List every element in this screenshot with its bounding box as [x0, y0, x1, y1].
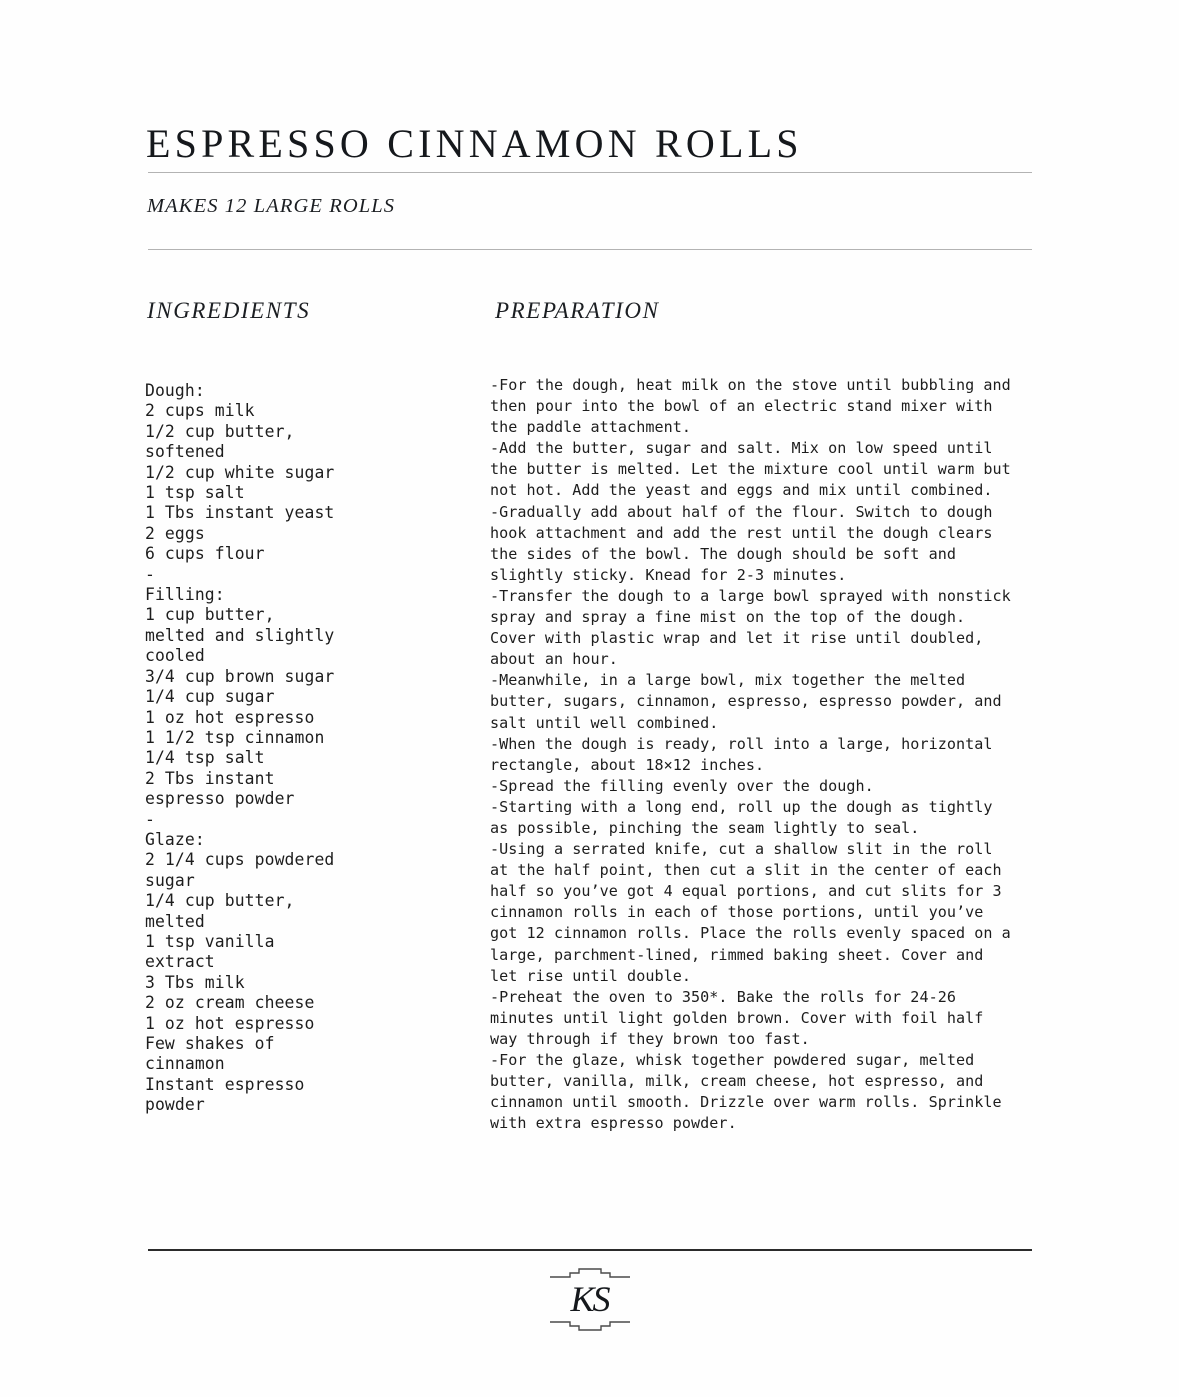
- preparation-step: -Gradually add about half of the flour. Switch to dough hook attachment and add the rest until the dough clears the sides of the bowl. The dough should be soft and slightly sticky. Knead for 2-3 minutes.: [490, 502, 1002, 584]
- ingredient-line: espresso powder: [145, 789, 295, 809]
- preparation-step: -Spread the filling evenly over the dough.: [490, 776, 874, 795]
- ingredient-line: 1 1/2 tsp cinnamon: [145, 727, 325, 747]
- ingredients-list: [145, 381, 475, 1116]
- yield-text: MAKES 12 LARGE ROLLS: [147, 195, 396, 217]
- ingredient-line: melted: [145, 911, 205, 931]
- ornament-top-icon: [548, 1266, 632, 1280]
- ingredient-line: powder: [145, 1095, 205, 1115]
- preparation-step: -Preheat the oven to 350*. Bake the rolls for 24-26 minutes until light golden brown. Cover with foil half way through if they brown too fast.: [490, 987, 993, 1048]
- monogram-text: KS: [570, 1279, 609, 1319]
- preparation-step: -Starting with a long end, roll up the dough as tightly as possible, pinching the seam lightly to seal.: [490, 797, 1002, 837]
- ingredient-line: sugar: [145, 870, 195, 890]
- ingredient-line: Dough:: [145, 381, 205, 400]
- ingredient-line: cinnamon: [145, 1054, 225, 1074]
- ingredient-line: 2 eggs: [145, 523, 205, 543]
- ingredient-line: cooled: [145, 646, 205, 666]
- preparation-step: -Add the butter, sugar and salt. Mix on low speed until the butter is melted. Let the mixture cool until warm but not hot. Add the yeast and eggs and mix until combined.: [490, 439, 1020, 500]
- ingredient-line: extract: [145, 952, 215, 972]
- ingredient-line: 1/4 cup butter,: [145, 891, 295, 911]
- ingredient-line: Instant espresso: [145, 1074, 305, 1094]
- ingredient-line: Few shakes of: [145, 1034, 275, 1053]
- divider-second: [148, 249, 1032, 250]
- preparation-step: -Transfer the dough to a large bowl sprayed with nonstick spray and spray a fine mist on the top of the dough. Cover with plastic wrap and let it rise until doubled, about an hour.: [490, 586, 1020, 669]
- preparation-step: -Using a serrated knife, cut a shallow slit in the roll at the half point, then cut a slit in the center of each half so you’ve got 4 equal portions, and cut slits for 3 cinnamon rolls in each of those portions, until you’ve got 12 cinnamon rolls. Place the rolls evenly spaced on a large, parchment-lined, rimmed baking sheet. Cover and let rise until double.: [490, 840, 1020, 985]
- ingredient-line: melted and slightly: [145, 625, 335, 645]
- preparation-heading: PREPARATION: [495, 298, 660, 323]
- ingredient-line: 1 tsp salt: [145, 483, 245, 503]
- ingredient-separator: -: [145, 564, 155, 584]
- divider-bottom: [148, 1249, 1032, 1251]
- ingredient-line: Filling:: [145, 585, 225, 605]
- footer-logo: [0, 1266, 1179, 1333]
- ingredient-line: 1 Tbs instant yeast: [145, 503, 335, 523]
- ingredient-line: 1/2 cup white sugar: [145, 462, 335, 482]
- ingredient-separator: -: [145, 809, 155, 829]
- preparation-step: -For the glaze, whisk together powdered sugar, melted butter, vanilla, milk, cream cheese, hot espresso, and cinnamon until smooth. Drizzle over warm rolls. Sprinkle with extra espresso powder.: [490, 1051, 1011, 1133]
- ingredient-line: 1 tsp vanilla: [145, 931, 275, 951]
- ingredient-line: 2 oz cream cheese: [145, 993, 315, 1013]
- ingredient-line: 1/4 cup sugar: [145, 687, 275, 707]
- ingredients-heading: INGREDIENTS: [147, 298, 311, 323]
- ingredient-line: 3/4 cup brown sugar: [145, 666, 335, 686]
- ingredient-line: softened: [145, 442, 225, 462]
- ingredient-line: 1/4 tsp salt: [145, 748, 265, 768]
- preparation-step: -When the dough is ready, roll into a large, horizontal rectangle, about 18×12 inches.: [490, 734, 1002, 774]
- divider-top: [148, 172, 1032, 173]
- ingredient-line: 6 cups flour: [145, 544, 265, 564]
- page-title: ESPRESSO CINNAMON ROLLS: [146, 120, 803, 166]
- preparation-step: -For the dough, heat milk on the stove until bubbling and then pour into the bowl of an electric stand mixer with the paddle attachment.: [490, 376, 1020, 437]
- ingredient-line: 1 oz hot espresso: [145, 707, 315, 727]
- ingredient-line: 1/2 cup butter,: [145, 421, 295, 441]
- ingredient-line: 3 Tbs milk: [145, 972, 245, 992]
- ingredient-line: Glaze:: [145, 829, 205, 849]
- ingredient-line: 1 oz hot espresso: [145, 1013, 315, 1033]
- preparation-step: -Meanwhile, in a large bowl, mix together the melted butter, sugars, cinnamon, espresso, espresso powder, and salt until well combined.: [490, 671, 1011, 732]
- ingredient-line: 2 Tbs instant: [145, 768, 275, 788]
- ingredient-line: 1 cup butter,: [145, 605, 275, 625]
- ingredient-line: 2 cups milk: [145, 401, 255, 421]
- preparation-steps: [490, 375, 1018, 1134]
- ingredient-line: 2 1/4 cups powdered: [145, 850, 335, 870]
- ornament-bottom-icon: [548, 1319, 632, 1333]
